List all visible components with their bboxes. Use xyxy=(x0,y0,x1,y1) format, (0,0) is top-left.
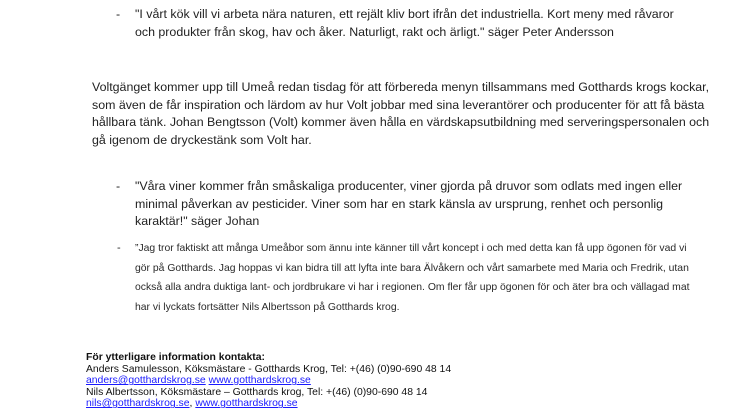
contact-links-anders xyxy=(86,375,686,387)
quote-text: "Våra viner kommer från småskaliga producenter, viner gjorda på druvor som odlats med ingen eller minimal påverkan av pesticider. Viner som har en stark känsla av ursprung, renhet och personlig karaktär!" säger Johan xyxy=(135,179,683,228)
contact-links-nils xyxy=(86,398,686,410)
contact-section xyxy=(86,352,686,410)
link-separator: , xyxy=(189,398,193,410)
contact-line-anders: Anders Samulesson, Köksmästare - Gotthards Krog, Tel: +(46) (0)90-690 48 14 xyxy=(86,363,452,375)
list-dash: - xyxy=(117,242,121,254)
email-link-anders[interactable]: anders@gotthardskrog.se xyxy=(86,375,206,387)
website-link-nils[interactable]: www.gotthardskrog.se xyxy=(195,398,298,410)
quote-text: ”Jag tror faktiskt att många Umeåbor som ännu inte känner till vårt koncept i och med detta kan få upp ögonen för vad vi gör på Gotthards. Jag hoppas vi kan bidra till att lyfta inte bara Älvåkern och vårt samarbete med Maria och Fredrik, utan också alla andra duktiga lant- och jordbrukare vi har i regionen. Om fler får upp ögonen för och äter bra och vällagad mat har vi lyckats fortsätter Nils Albertsson på Gotthards krog. xyxy=(135,243,690,313)
quote-johan xyxy=(116,178,695,231)
contact-heading: För ytterligare information kontakta: xyxy=(86,352,265,363)
quote-text: "I vårt kök vill vi arbeta nära naturen, ett rejält kliv bort ifrån det industriella. Kort meny med råvaror och produkter från skog, hav och åker. Naturligt, rakt och ärligt." säger Peter Andersson xyxy=(135,7,674,39)
contact-line-nils: Nils Albertsson, Köksmästare – Gotthards krog, Tel: +(46) (0)90-690 48 14 xyxy=(86,386,428,398)
body-paragraph: Voltgänget kommer upp till Umeå redan tisdag för att förbereda menyn tillsammans med Gotthards krogs kockar, som även de får inspiration och lärdom av hur Volt jobbar med sina leverantörer och producenter för att få bästa hållbara tänk. Johan Bengtsson (Volt) kommer även hålla en värdskapsutbildning med serveringspersonalen och gå igenom de dryckestänk som Volt har. xyxy=(92,80,710,147)
quote-peter-andersson xyxy=(116,6,695,41)
website-link-anders[interactable]: www.gotthardskrog.se xyxy=(208,375,311,387)
list-dash: - xyxy=(116,7,121,21)
list-dash: - xyxy=(116,179,121,193)
quote-nils-albertsson xyxy=(117,239,695,317)
email-link-nils[interactable]: nils@gotthardskrog.se xyxy=(86,398,190,410)
